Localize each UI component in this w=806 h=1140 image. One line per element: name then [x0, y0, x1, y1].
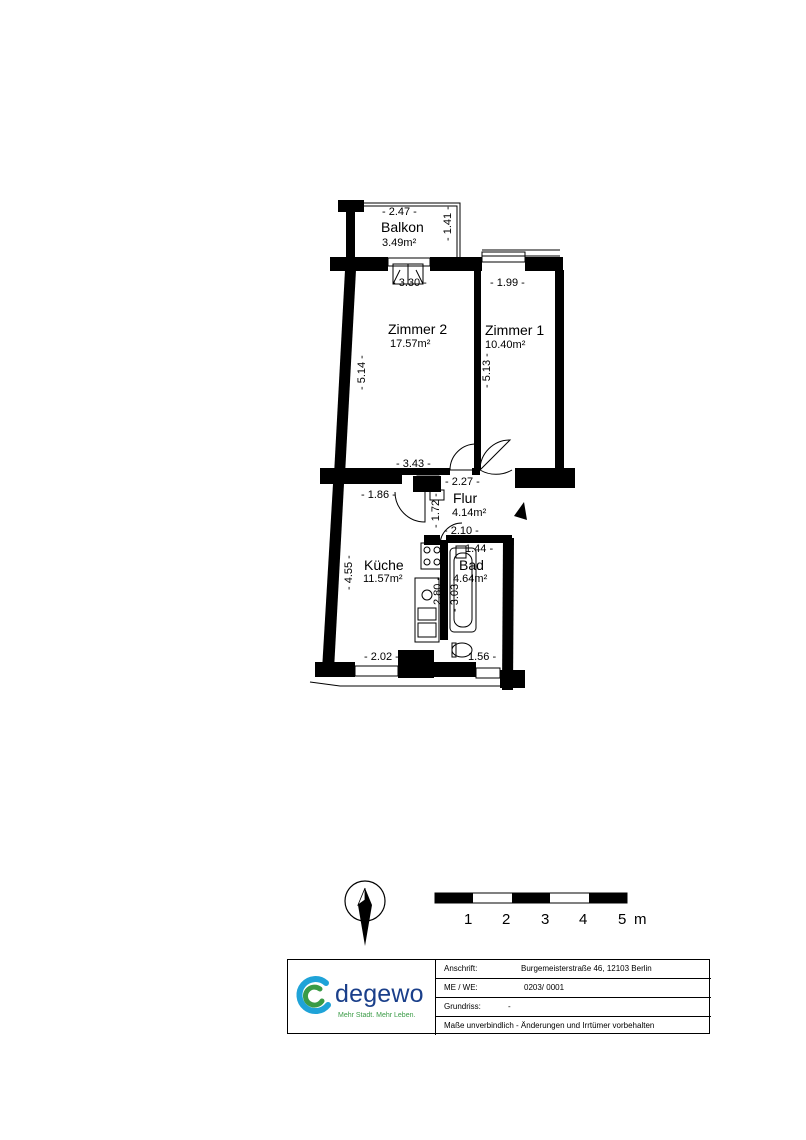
room-area-balkon: 3.49m² — [382, 237, 417, 249]
scale-unit: m — [634, 911, 647, 928]
address-value: Burgemeisterstraße 46, 12103 Berlin — [521, 964, 652, 973]
wall — [555, 270, 564, 470]
window — [388, 258, 430, 266]
dim-zimmer2-width: - 3.30 - — [392, 277, 427, 289]
dim-flur-width: - 2.27 - — [445, 476, 480, 488]
address-row — [436, 960, 711, 979]
sink-icon — [418, 608, 436, 620]
room-area-kueche: 11.57m² — [363, 573, 403, 585]
room-name-bad: Bad — [459, 557, 484, 573]
door-kueche — [395, 492, 425, 522]
wall — [315, 662, 355, 677]
room-area-zimmer2: 17.57m² — [390, 338, 431, 350]
company-logo — [288, 960, 436, 1035]
window — [482, 252, 525, 262]
dim-flur-depth: - 1.72 - — [430, 493, 442, 528]
wall — [334, 270, 356, 475]
me-we-value: 0203/ 0001 — [524, 983, 565, 992]
wall — [330, 257, 388, 271]
wall — [474, 270, 481, 470]
door-zimmer2 — [450, 444, 476, 470]
door-zimmer1 — [480, 440, 510, 470]
grundriss-row — [436, 998, 711, 1017]
grundriss-value: - — [508, 1002, 511, 1011]
dim-zimmer2-depth: - 5.14 - — [356, 355, 368, 390]
window — [355, 666, 398, 676]
disclaimer-text: Maße unverbindlich - Änderungen und Irrtümer vorbehalten — [444, 1021, 655, 1030]
scale-label-2: 2 — [502, 911, 511, 928]
dim-kueche-bottom: - 2.02 - — [364, 651, 399, 663]
scale-label-4: 4 — [579, 911, 588, 928]
me-we-label: ME / WE: — [444, 983, 478, 992]
wall — [430, 257, 482, 271]
title-block — [287, 959, 710, 1034]
wall — [398, 650, 434, 678]
dim-bad-depth: - 3.03 — [449, 583, 461, 612]
wall — [500, 670, 525, 688]
wall — [515, 468, 575, 488]
room-area-zimmer1: 10.40m² — [485, 339, 526, 351]
dim-kueche-top: - 1.86 - — [361, 489, 396, 501]
room-area-bad: 4.64m² — [453, 573, 488, 585]
wall — [525, 257, 563, 271]
room-name-zimmer1: Zimmer 1 — [485, 322, 545, 338]
scale-label-3: 3 — [541, 911, 550, 928]
grundriss-label: Grundriss: — [444, 1002, 481, 1011]
dim-balkon-depth: - 1.41 - — [442, 206, 454, 241]
walls — [315, 200, 575, 690]
logo-icon — [293, 975, 335, 1017]
room-name-flur: Flur — [453, 490, 478, 506]
scale-bar — [435, 893, 647, 928]
window — [476, 668, 500, 678]
dim-bad-width: 1.44 - — [465, 543, 494, 555]
brand-tagline: Mehr Stadt. Mehr Leben. — [338, 1012, 416, 1019]
dim-flur-bottom: - 2.10 - — [444, 525, 479, 537]
disclaimer-row — [436, 1017, 711, 1035]
me-we-row — [436, 979, 711, 998]
address-label: Anschrift: — [444, 964, 478, 973]
wall — [322, 484, 344, 670]
north-arrow-icon — [345, 881, 385, 946]
brand-name: degewo — [335, 980, 424, 1008]
room-area-flur: 4.14m² — [452, 507, 487, 519]
entrance-arrow-icon — [514, 502, 527, 520]
dim-zimmer1-width: - 1.99 - — [490, 277, 525, 289]
dim-zimmer1-depth: - 5.13 - — [481, 353, 493, 388]
door-flur — [480, 470, 512, 474]
wall — [434, 662, 476, 677]
dim-bad-bottom: 1.56 - — [468, 651, 497, 663]
dim-kueche-inner: 2.80 - — [432, 576, 444, 605]
dim-kueche-depth: - 4.55 - — [343, 555, 355, 590]
room-name-kueche: Küche — [364, 557, 404, 573]
dim-balkon-width: - 2.47 - — [382, 206, 417, 218]
wall — [502, 538, 514, 690]
dim-zimmer2-bottom: - 3.43 - — [396, 458, 431, 470]
room-name-balkon: Balkon — [381, 219, 424, 235]
room-name-zimmer2: Zimmer 2 — [388, 321, 448, 337]
wall — [320, 468, 402, 484]
scale-label-5: 5 — [618, 911, 627, 928]
scale-label-1: 1 — [464, 911, 473, 928]
stove-icon — [421, 543, 443, 569]
